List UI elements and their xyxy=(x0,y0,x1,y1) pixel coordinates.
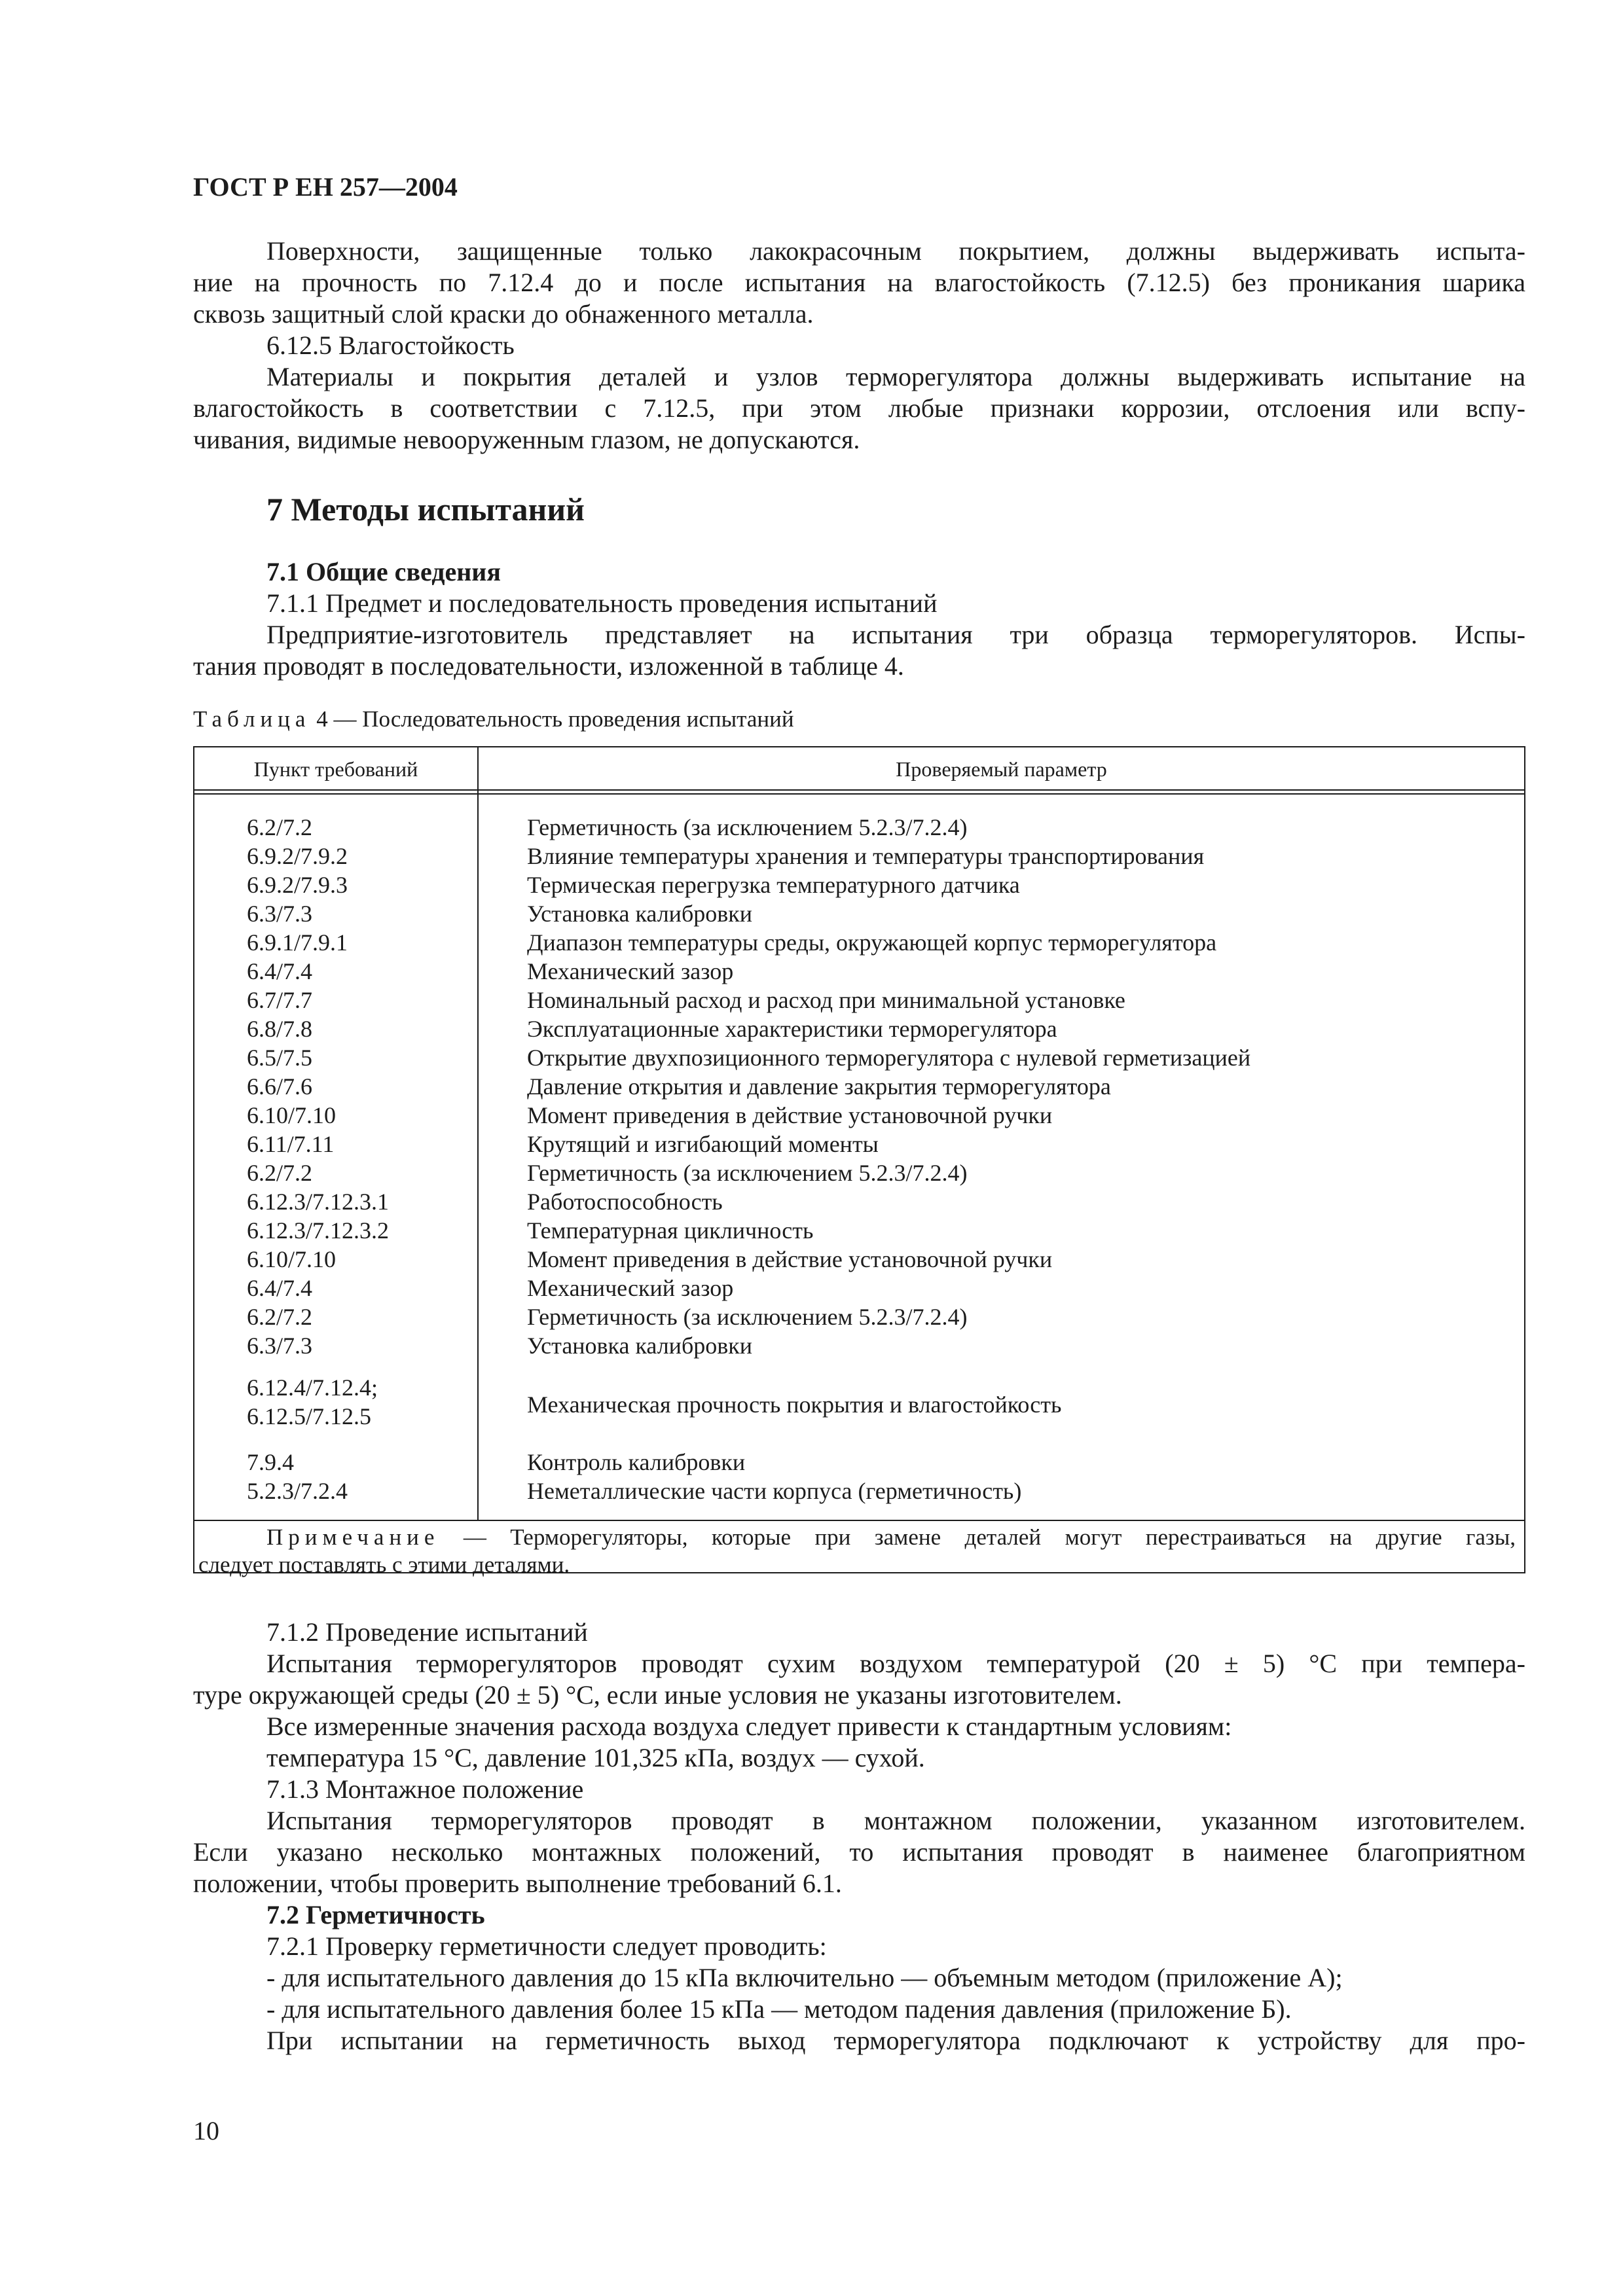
requirement-cell: 6.5/7.5 xyxy=(247,1045,313,1071)
parameter-cell: Контроль калибровки xyxy=(527,1449,746,1475)
requirement-cell: 6.3/7.3 xyxy=(247,901,313,927)
section-title: 7 Методы испытаний xyxy=(266,491,585,528)
requirement-cell: 6.10/7.10 xyxy=(247,1102,337,1128)
paragraph-line: влагостойкость в соответствии с 7.12.5, при этом любые признаки коррозии, отслоения или вспу- xyxy=(193,393,1525,423)
subsection-title: 7.2 Герметичность xyxy=(266,1900,485,1929)
parameter-cell: Влияние температуры хранения и температуры транспортирования xyxy=(527,843,1205,869)
table-row xyxy=(194,1448,1524,1477)
table-row xyxy=(194,1371,1524,1439)
paragraph-line: туре окружающей среды (20 ± 5) °С, если иные условия не указаны изготовителем. xyxy=(193,1680,1122,1710)
table-caption-word: Таблица xyxy=(193,706,311,732)
table-row xyxy=(194,1274,1524,1302)
table-row xyxy=(194,928,1524,957)
requirement-cell: 6.2/7.2 xyxy=(247,814,313,840)
note-line xyxy=(198,1524,1516,1551)
paragraph-line: Все измеренные значения расхода воздуха следует привести к стандартным условиям: xyxy=(266,1712,1232,1741)
table-4 xyxy=(193,746,1525,1577)
parameter-cell: Температурная цикличность xyxy=(527,1217,814,1244)
parameter-cell: Установка калибровки xyxy=(527,901,753,927)
requirement-cell: 6.9.1/7.9.1 xyxy=(247,929,348,956)
requirement-cell: 7.9.4 xyxy=(247,1449,294,1475)
table-row xyxy=(194,1014,1524,1043)
column-header-parameter: Проверяемый параметр xyxy=(896,757,1107,781)
requirement-cell: 6.3/7.3 xyxy=(247,1333,313,1359)
parameter-cell: Диапазон температуры среды, окружающей корпус терморегулятора xyxy=(527,929,1217,956)
requirement-cell xyxy=(247,1373,378,1431)
table-row xyxy=(194,1043,1524,1072)
section-7-1-3 xyxy=(193,1774,1525,1899)
table-row xyxy=(194,899,1524,928)
paragraph-line: Испытания терморегуляторов проводят сухим воздухом температурой (20 ± 5) °С при темпера- xyxy=(266,1649,1525,1678)
requirement-cell: 6.7/7.7 xyxy=(247,987,313,1013)
table-row xyxy=(194,870,1524,899)
table-row xyxy=(194,957,1524,986)
table-caption xyxy=(193,706,794,733)
parameter-cell: Термическая перегрузка температурного датчика xyxy=(527,872,1020,898)
section-7-1-2 xyxy=(193,1617,1525,1774)
page-number: 10 xyxy=(193,2116,219,2145)
paragraph-line: чивания, видимые невооруженным глазом, не допускаются. xyxy=(193,425,860,454)
table-note xyxy=(198,1524,1516,1579)
table-row xyxy=(194,1302,1524,1331)
requirement-cell: 6.11/7.11 xyxy=(247,1131,335,1157)
paragraph-line: ние на прочность по 7.12.4 до и после испытания на влагостойкость (7.12.5) без проникания шарика xyxy=(193,268,1525,297)
paragraph-line: При испытании на герметичность выход терморегулятора подключают к устройству для про- xyxy=(266,2026,1525,2055)
parameter-cell: Работоспособность xyxy=(527,1189,723,1215)
intro-section xyxy=(193,236,1525,456)
requirement-line: 6.12.4/7.12.4; xyxy=(247,1374,378,1401)
parameter-cell: Момент приведения в действие установочной ручки xyxy=(527,1246,1053,1272)
parameter-cell: Момент приведения в действие установочной ручки xyxy=(527,1102,1053,1128)
table-body xyxy=(194,813,1524,1505)
parameter-cell: Неметаллические части корпуса (герметичность) xyxy=(527,1478,1022,1504)
requirement-cell: 6.6/7.6 xyxy=(247,1073,313,1100)
requirement-cell: 6.8/7.8 xyxy=(247,1016,313,1042)
table-row xyxy=(194,1101,1524,1130)
paragraph-line: сквозь защитный слой краски до обнаженного металла. xyxy=(193,299,814,329)
requirement-cell: 6.12.3/7.12.3.1 xyxy=(247,1189,390,1215)
table-row xyxy=(194,1158,1524,1187)
note-line: следует поставлять с этими деталями. xyxy=(198,1552,570,1577)
parameter-cell: Установка калибровки xyxy=(527,1333,753,1359)
table-row xyxy=(194,813,1524,842)
parameter-cell: Открытие двухпозиционного терморегулятора с нулевой герметизацией xyxy=(527,1045,1251,1071)
requirement-cell: 6.9.2/7.9.2 xyxy=(247,843,348,869)
requirement-cell: 6.12.3/7.12.3.2 xyxy=(247,1217,390,1244)
table-row xyxy=(194,1477,1524,1505)
table-caption-text: 4 — Последовательность проведения испытаний xyxy=(316,706,794,732)
parameter-cell: Механическая прочность покрытия и влагостойкость xyxy=(527,1391,1062,1418)
table-row xyxy=(194,1072,1524,1101)
parameter-cell: Герметичность (за исключением 5.2.3/7.2.4) xyxy=(527,1160,968,1186)
requirement-line: 6.12.5/7.12.5 xyxy=(247,1403,372,1429)
parameter-cell: Механический зазор xyxy=(527,1275,734,1301)
table-row xyxy=(194,1216,1524,1245)
table-row xyxy=(194,1331,1524,1360)
table-row xyxy=(194,1187,1524,1216)
list-item: - для испытательного давления более 15 кПа — методом падения давления (приложение Б). xyxy=(266,1994,1292,2024)
table-row xyxy=(194,842,1524,870)
table-header-row xyxy=(194,747,1524,791)
paragraph-line: положении, чтобы проверить выполнение требований 6.1. xyxy=(193,1869,842,1898)
table-header-double-rule xyxy=(194,793,1524,795)
list-item: - для испытательного давления до 15 кПа включительно — объемным методом (приложение А); xyxy=(266,1963,1343,1992)
requirement-cell: 5.2.3/7.2.4 xyxy=(247,1478,348,1504)
paragraph-line: Поверхности, защищенные только лакокрасочным покрытием, должны выдерживать испыта- xyxy=(266,236,1525,266)
section-7-2 xyxy=(193,1899,1525,2056)
table-row xyxy=(194,1130,1524,1158)
paragraph-line: Испытания терморегуляторов проводят в монтажном положении, указанном изготовителем. xyxy=(266,1806,1525,1835)
note-divider xyxy=(194,1520,1524,1521)
parameter-cell: Крутящий и изгибающий моменты xyxy=(527,1131,879,1157)
paragraph-line: температура 15 °С, давление 101,325 кПа, воздух — сухой. xyxy=(266,1743,925,1772)
paragraph-line: тания проводят в последовательности, изложенной в таблице 4. xyxy=(193,651,904,681)
parameter-cell: Герметичность (за исключением 5.2.3/7.2.4) xyxy=(527,814,968,840)
paragraph-line: Если указано несколько монтажных положений, то испытания проводят в наименее благоприятном xyxy=(193,1837,1525,1867)
requirement-cell: 6.10/7.10 xyxy=(247,1246,337,1272)
paragraph-line: Материалы и покрытия деталей и узлов терморегулятора должны выдерживать испытание на xyxy=(266,362,1525,391)
parameter-cell: Давление открытия и давление закрытия терморегулятора xyxy=(527,1073,1111,1100)
subsection-heading: 7.2.1 Проверку герметичности следует проводить: xyxy=(266,1931,827,1961)
section-7-1 xyxy=(193,556,1525,682)
parameter-cell: Номинальный расход и расход при минимальной установке xyxy=(527,987,1125,1013)
subsection-heading: 6.12.5 Влагостойкость xyxy=(266,331,515,360)
requirement-cell: 6.4/7.4 xyxy=(247,958,313,984)
subsection-heading: 7.1.3 Монтажное положение xyxy=(266,1774,584,1804)
paragraph-line: Предприятие-изготовитель представляет на испытания три образца терморегуляторов. Испы- xyxy=(266,620,1525,649)
requirement-cell: 6.2/7.2 xyxy=(247,1304,313,1330)
column-header-requirement: Пункт требований xyxy=(253,757,418,781)
subsection-heading: 7.1.1 Предмет и последовательность проведения испытаний xyxy=(266,588,938,618)
requirement-cell: 6.4/7.4 xyxy=(247,1275,313,1301)
table-row xyxy=(194,1245,1524,1274)
parameter-cell: Эксплуатационные характеристики терморегулятора xyxy=(527,1016,1057,1042)
table-row xyxy=(194,986,1524,1014)
note-text: — Терморегуляторы, которые при замене деталей могут перестраиваться на другие газы, xyxy=(463,1524,1516,1550)
requirement-cell: 6.2/7.2 xyxy=(247,1160,313,1186)
requirement-cell: 6.9.2/7.9.3 xyxy=(247,872,348,898)
document-header: ГОСТ Р ЕН 257—2004 xyxy=(193,172,458,202)
parameter-cell: Герметичность (за исключением 5.2.3/7.2.4) xyxy=(527,1304,968,1330)
subsection-heading: 7.1.2 Проведение испытаний xyxy=(266,1617,588,1647)
subsection-title: 7.1 Общие сведения xyxy=(266,557,501,586)
note-word: Примечание xyxy=(266,1524,440,1550)
parameter-cell: Механический зазор xyxy=(527,958,734,984)
